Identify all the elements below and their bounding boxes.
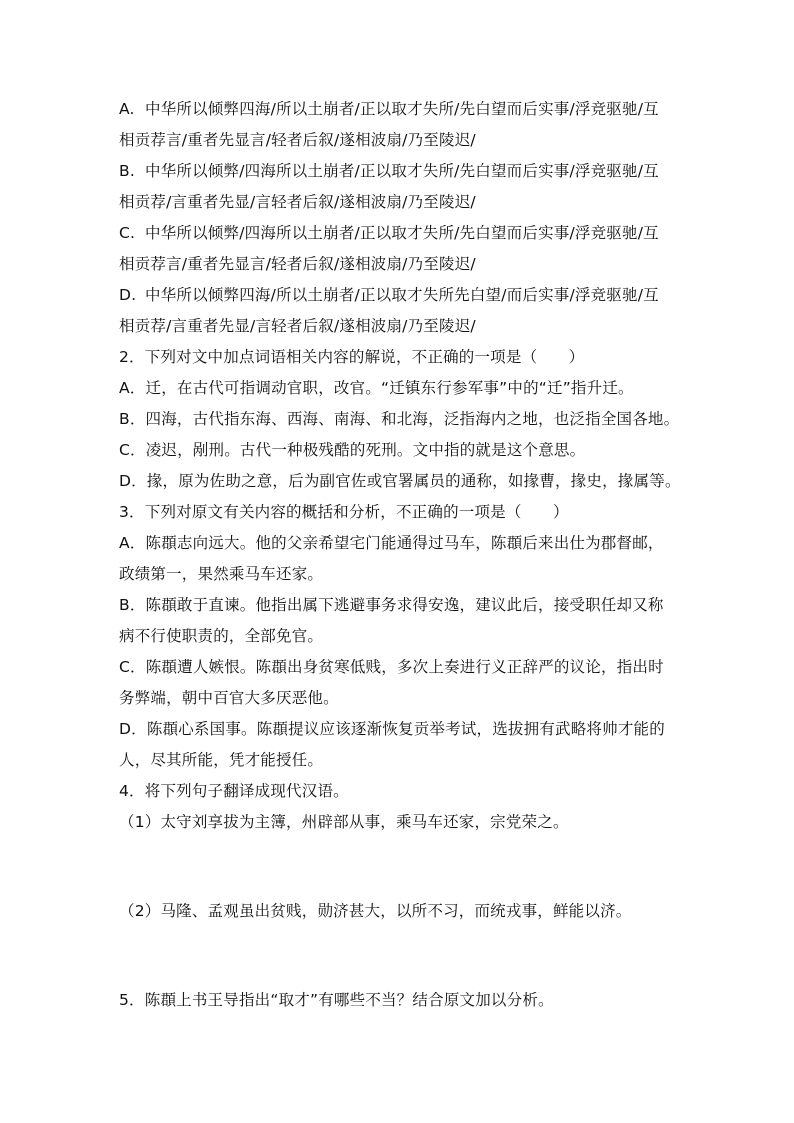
q1-option-c-text1: 中华所以倾弊/四海所以土崩者/正以取才失所/先白望而后实事/浮竞驱驰/互 <box>145 224 659 242</box>
q1-option-b-line2: 相贡荐/言重者先显/言轻者后叙/遂相波扇/乃至陵迟/ <box>119 193 476 211</box>
q1-option-c-line2: 相贡荐言/重者先显言/轻者后叙/遂相波扇/乃至陵迟/ <box>119 255 476 273</box>
q1-option-b-label: B. <box>119 162 135 180</box>
q3-option-c-line2: 务弊端，朝中百官大多厌恶他。 <box>119 689 339 707</box>
q2-option-a: A．迁，在古代可指调动官职，改官。“迁镇东行参军事”中的“迁”指升迁。 <box>119 379 634 397</box>
q1-option-b-text1: 中华所以倾弊/四海所以土崩者/正以取才失所/先白望而后实事/浮竞驱驰/互 <box>145 162 659 180</box>
q3-option-b-line2: 病不行使职责的，全部免官。 <box>119 627 324 645</box>
q1-option-a-line2: 相贡荐言/重者先显言/轻者后叙/遂相波扇/乃至陵迟/ <box>119 131 476 149</box>
q3-option-d-line1: D．陈頵心系国事。陈頵提议应该逐渐恢复贡举考试，选拔拥有武略将帅才能的 <box>119 720 665 738</box>
q3-option-a-line2: 政绩第一，果然乘马车还家。 <box>119 565 324 583</box>
q2-stem: 2．下列对文中加点词语相关内容的解说，不正确的一项是（ ） <box>119 348 585 366</box>
question-content <box>119 94 684 1016</box>
q4-sentence-2: （2）马隆、孟观虽出贫贱，勋济甚大，以所不习，而统戎事，鲜能以济。 <box>119 902 632 920</box>
q3-option-b-line1: B．陈頵敢于直谏。他指出属下逃避事务求得安逸，建议此后，接受职任却又称 <box>119 596 664 614</box>
q1-option-c-label: C. <box>119 224 136 242</box>
q5-stem: 5．陈頵上书王导指出“取才”有哪些不当？结合原文加以分析。 <box>119 991 554 1009</box>
q3-option-a-line1: A．陈頵志向远大。他的父亲希望宅门能通得过马车，陈頵后来出仕为郡督邮， <box>119 534 664 552</box>
q1-option-a-label: A. <box>119 100 135 118</box>
q1-option-d-text1: 中华所以倾弊四海/所以土崩者/正以取才失所先白望/而后实事/浮竞驱驰/互 <box>145 286 659 304</box>
q1-option-d-line2: 相贡荐/言重者先显/言轻者后叙/遂相波扇/乃至陵迟/ <box>119 317 476 335</box>
q1-option-c-line1 <box>119 218 684 249</box>
q1-option-d-line1 <box>119 280 684 311</box>
q1-option-b-line1 <box>119 156 684 187</box>
q1-option-a-line1 <box>119 94 684 125</box>
answer-space-1 <box>119 838 684 896</box>
q2-option-b: B．四海，古代指东海、西海、南海、和北海，泛指海内之地，也泛指全国各地。 <box>119 410 680 428</box>
q2-option-d: D．掾，原为佐助之意，后为副官佐或官署属员的通称，如掾曹，掾史，掾属等。 <box>119 472 681 490</box>
q3-stem: 3．下列对原文有关内容的概括和分析，不正确的一项是（ ） <box>119 503 569 521</box>
q3-option-c-line1: C．陈頵遭人嫉恨。陈頵出身贫寒低贱，多次上奏进行义正辞严的议论，指出时 <box>119 658 664 676</box>
q1-option-a-text1: 中华所以倾弊四海/所以土崩者/正以取才失所/先白望而后实事/浮竞驱驰/互 <box>145 100 659 118</box>
q1-option-d-label: D. <box>119 286 137 304</box>
answer-space-2 <box>119 927 684 985</box>
q3-option-d-line2: 人，尽其所能，凭才能授任。 <box>119 751 324 769</box>
q2-option-c: C．凌迟，剐刑。古代一种极残酷的死刑。文中指的就是这个意思。 <box>119 441 586 459</box>
q4-sentence-1: （1）太守刘享拔为主簿，州辟部从事，乘马车还家，宗党荣之。 <box>119 813 569 831</box>
q4-stem: 4．将下列句子翻译成现代汉语。 <box>119 782 349 800</box>
